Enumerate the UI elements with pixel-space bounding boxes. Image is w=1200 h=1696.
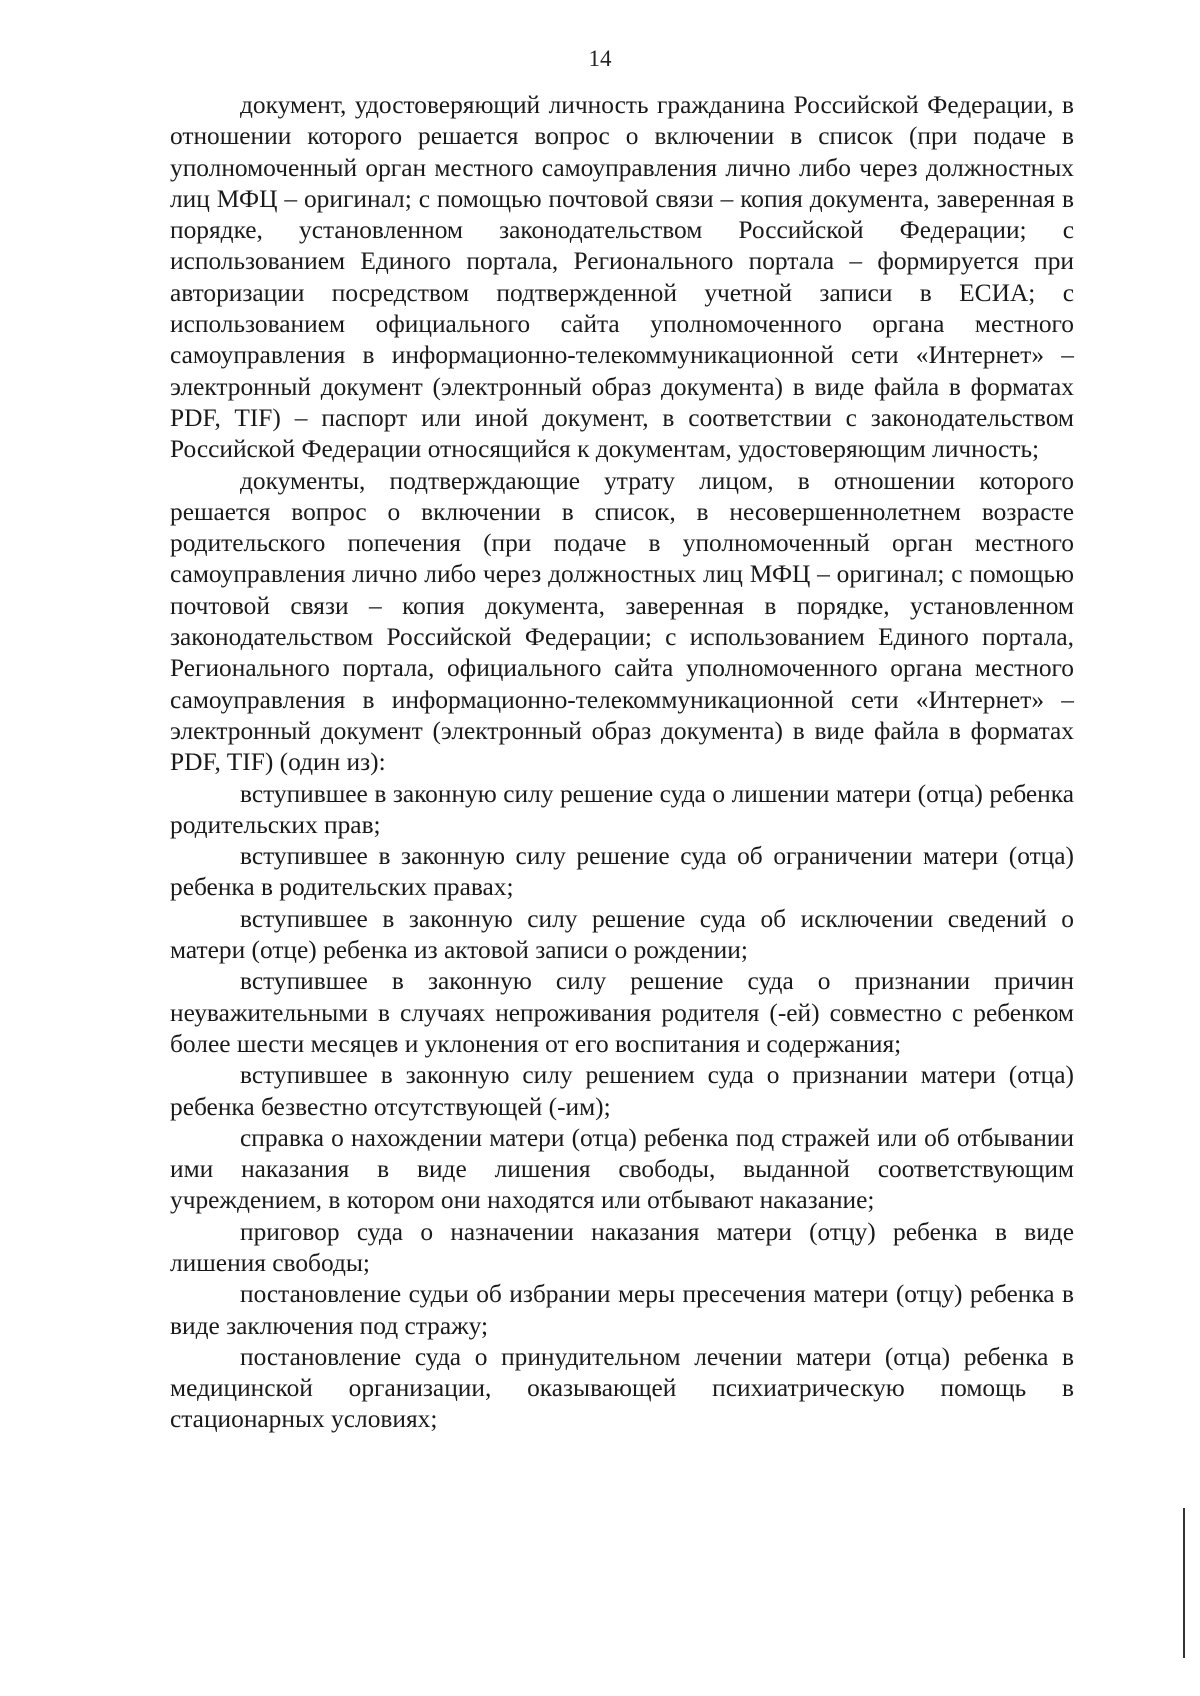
- document-body: [170, 90, 1074, 1436]
- page-number: 14: [588, 46, 612, 71]
- list-item-missing-person: вступившее в законную силу решением суда о признании матери (отца) ребенка безвестно отсутствующей (-им);: [170, 1061, 1074, 1121]
- scan-edge-mark: [1183, 1508, 1185, 1658]
- paragraph-identity-document: документ, удостоверяющий личность гражданина Российской Федерации, в отношении которого решается вопрос о включении в список (при подаче в уполномоченный орган местного самоуправления лично либо через должностных лиц МФЦ – оригинал; с помощью почтовой связи – копия документа, заверенная в порядке, установленном законодательством Российской Федерации; с использованием Единого портала, Регионального портала – формируется при авторизации посредством подтвержденной учетной записи в ЕСИА; с использованием официального сайта уполномоченного органа местного самоуправления в информационно-телекоммуникационной сети «Интернет» – электронный документ (электронный образ документа) в виде файла в форматах PDF, TIF) – паспорт или иной документ, в соответствии с законодательством Российской Федерации относящийся к документам, удостоверяющим личность;: [170, 91, 1074, 464]
- list-item-exclusion-from-birth-record: вступившее в законную силу решение суда об исключении сведений о матери (отце) ребенка из актовой записи о рождении;: [170, 904, 1074, 965]
- list-item-detention-order: постановление судьи об избрании меры пресечения матери (отцу) ребенка в виде заключения под стражу;: [170, 1280, 1074, 1340]
- list-item-compulsory-treatment: постановление суда о принудительном лечении матери (отца) ребенка в медицинской организации, оказывающей психиатрическую помощь в стационарных условиях;: [170, 1342, 1074, 1434]
- list-item-imprisonment-sentence: приговор суда о назначении наказания матери (отцу) ребенка в виде лишения свободы;: [170, 1217, 1074, 1277]
- paragraph-guardianship-loss-documents: документы, подтверждающие утрату лицом, в отношении которого решается вопрос о включении в список, в несовершеннолетнем возрасте родительского попечения (при подаче в уполномоченный орган местного самоуправления лично либо через должностных лиц МФЦ – оригинал; с помощью почтовой связи – копия документа, заверенная в порядке, установленном законодательством Российской Федерации; с использованием Единого портала, Регионального портала, официального сайта уполномоченного органа местного самоуправления в информационно-телекоммуникационной сети «Интернет» – электронный документ (электронный образ документа) в виде файла в форматах PDF, TIF) (один из):: [170, 466, 1074, 777]
- list-item-custody-certificate: справка о нахождении матери (отца) ребенка под стражей или об отбывании ими наказания в виде лишения свободы, выданной соответствующим учреждением, в котором они находятся или отбывают наказание;: [170, 1123, 1074, 1215]
- list-item-non-residence-recognition: вступившее в законную силу решение суда о признании причин неуважительными в случаях непроживания родителя (-ей) совместно с ребенком более шести месяцев и уклонения от его воспитания и содержания;: [170, 967, 1074, 1058]
- list-item-deprivation-of-rights: вступившее в законную силу решение суда о лишении матери (отца) ребенка родительских прав;: [170, 779, 1074, 839]
- list-item-restriction-of-rights: вступившее в законную силу решение суда об ограничении матери (отца) ребенка в родительских правах;: [170, 842, 1074, 902]
